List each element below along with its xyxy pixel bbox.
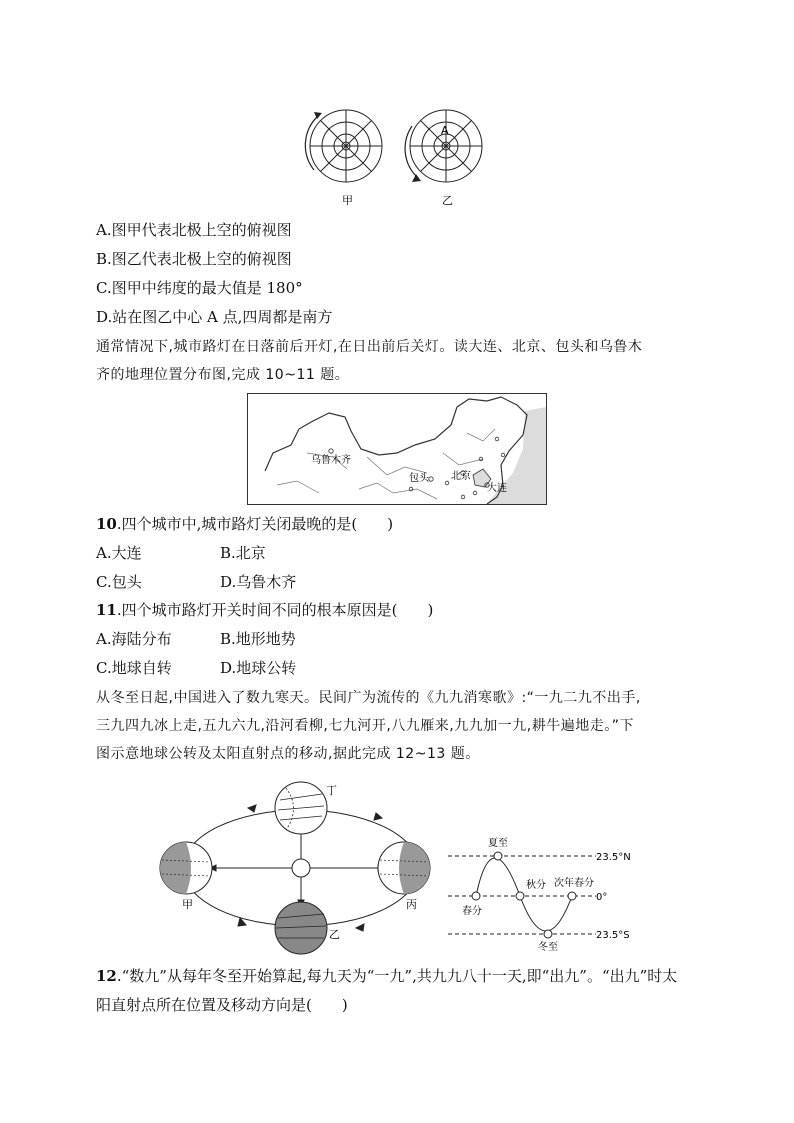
q12-text-line1: .“数九”从每年冬至开始算起,每九天为“一九”,共九九八十一天,即“出九”。“出九”时太 [116,967,678,985]
sun-path-spring: 春分 [462,906,482,917]
sun-path-winter: 冬至 [538,942,558,953]
q10-number: 10 [96,515,117,533]
rotation-arrow-jia [314,112,322,119]
sun-path-next-spring: 次年春分 [554,878,594,889]
polar-caption-yi: 乙 [442,194,453,207]
orbit-label-yi: 乙 [329,928,340,941]
q10-option-c[interactable]: C.包头 [96,573,142,591]
earth-jia [160,842,212,894]
q9-option-a[interactable]: A.图甲代表北极上空的俯视图 [96,221,292,239]
city-label-beijing: 北京 [451,471,471,482]
sun-icon-next-spring [568,892,576,900]
sun-path-summer: 夏至 [488,838,508,849]
q10-text: .四个城市中,城市路灯关闭最晚的是( ) [116,515,394,533]
earth-bing [378,842,430,894]
earth-ding [275,782,327,834]
q11-option-row-2 [96,658,356,678]
earth-yi [275,902,327,954]
city-label-baotou: 包头 [409,473,429,484]
q9-option-c[interactable]: C.图甲中纬度的最大值是 180° [96,279,303,297]
q11-option-a[interactable]: A.海陆分布 [96,630,172,648]
polar-center-label: A [441,124,449,137]
polar-diagram-yi [405,110,482,182]
orbit-label-bing: 丙 [406,898,417,911]
polar-view-figure [300,104,500,212]
intro-10-11-line2: 齐的地理位置分布图,完成 10~11 题。 [96,367,350,383]
q10-option-row-2 [96,572,356,592]
sun-path-autumn: 秋分 [526,880,546,891]
sun-icon-summer [494,852,502,860]
lat-label-s: 23.5°S [596,930,630,941]
intro-12-13-line3: 图示意地球公转及太阳直射点的移动,据此完成 12~13 题。 [96,746,480,762]
intro-12-13-line1: 从冬至日起,中国进入了数九寒天。民间广为流传的《九九消寒歌》:“一九二九不出手, [96,690,641,706]
earth-orbit-diagram [156,778,446,960]
q10-stem [96,514,393,534]
q11-stem [96,600,433,620]
q10-option-d[interactable]: D.乌鲁木齐 [220,573,297,591]
q10-option-a[interactable]: A.大连 [96,544,142,562]
city-label-dalian: 大连 [487,483,507,494]
intro-10-11-line1: 通常情况下,城市路灯在日落前后开灯,在日出前后关灯。读大连、北京、包头和乌鲁木 [96,339,643,355]
q11-text: .四个城市路灯开关时间不同的根本原因是( ) [116,601,434,619]
q11-option-d[interactable]: D.地球公转 [220,659,297,677]
q9-option-b[interactable]: B.图乙代表北极上空的俯视图 [96,250,292,268]
city-label-urumqi: 乌鲁木齐 [311,455,351,466]
rotation-arrow-yi [412,174,421,182]
q12-stem-line1 [96,966,677,986]
sun-icon-winter [544,930,552,938]
q12-stem-line2: 阳直射点所在位置及移动方向是( ) [96,996,348,1014]
intro-12-13-line2: 三九四九冰上走,五九六九,沿河看柳,七九河开,八九雁来,九九加一九,耕牛遍地走。”下 [96,718,634,734]
lat-label-n: 23.5°N [596,852,631,863]
q9-option-d[interactable]: D.站在图乙中心 A 点,四周都是南方 [96,308,333,326]
sun-icon-autumn [516,892,524,900]
polar-diagram-jia [305,110,382,182]
q12-number: 12 [96,967,117,985]
q11-option-row-1 [96,629,356,649]
q11-number: 11 [96,601,117,619]
orbit-label-ding: 丁 [326,784,337,797]
q10-option-row-1 [96,543,356,563]
lat-label-0: 0° [596,892,608,903]
q11-option-c[interactable]: C.地球自转 [96,659,172,677]
china-city-map [247,393,547,505]
polar-caption-jia: 甲 [342,194,353,207]
sun-icon-spring [472,892,480,900]
q10-option-b[interactable]: B.北京 [220,544,266,562]
sun-direct-point-path [446,834,642,956]
q11-option-b[interactable]: B.地形地势 [220,630,296,648]
orbit-label-jia: 甲 [182,898,193,911]
